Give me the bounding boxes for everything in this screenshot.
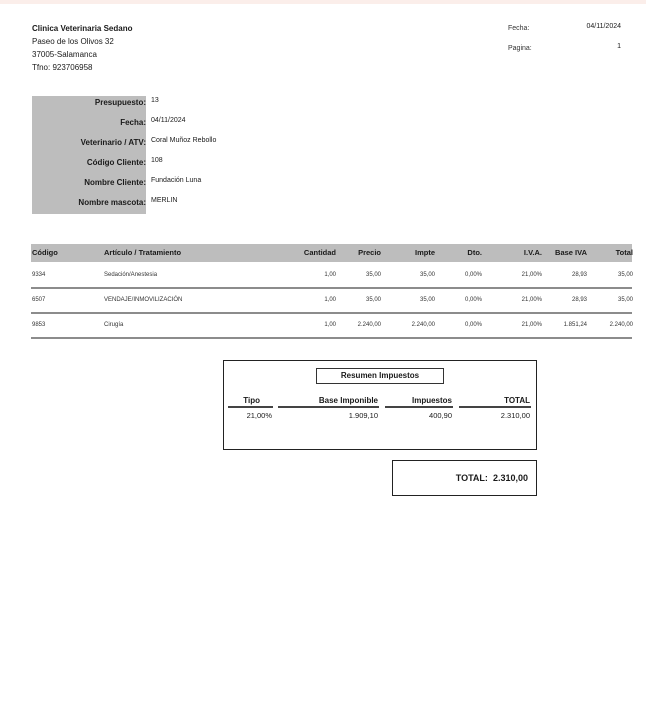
info-label: Veterinario / ATV: [80, 138, 146, 147]
cell-total: 35,00 [617, 272, 633, 278]
cell-item: Sedación/Anestesia [104, 272, 158, 278]
info-label: Presupuesto: [94, 98, 146, 107]
info-row-client-code [32, 158, 332, 176]
summary-header-base: Base Imponible [318, 396, 378, 405]
clinic-header [32, 22, 132, 74]
summary-underline [228, 406, 273, 408]
summary-value-tax: 400,90 [429, 411, 452, 420]
col-header-discount: Dto. [467, 248, 482, 257]
cell-qty: 1,00 [324, 297, 336, 303]
info-value: Fundación Luna [151, 177, 202, 184]
col-header-price: Precio [358, 248, 381, 257]
col-header-qty: Cantidad [303, 248, 336, 257]
cell-vat: 21,00% [521, 272, 542, 278]
summary-header-type: Tipo [243, 396, 260, 405]
cell-discount: 0,00% [464, 297, 482, 303]
cell-vat: 21,00% [521, 297, 542, 303]
info-label: Nombre mascota: [78, 198, 146, 207]
summary-value-type: 21,00% [246, 411, 272, 420]
col-header-code: Código [32, 248, 58, 257]
clinic-phone: Tfno: 923706958 [32, 63, 93, 72]
clinic-city: 37005-Salamanca [32, 50, 97, 59]
summary-underline [385, 406, 453, 408]
cell-vat: 21,00% [521, 322, 542, 328]
cell-qty: 1,00 [324, 272, 336, 278]
info-row-budget [32, 98, 332, 116]
info-row-client-name [32, 178, 332, 196]
cell-total: 35,00 [617, 297, 633, 303]
info-value: 13 [151, 97, 159, 104]
grand-total-label: TOTAL: [455, 473, 488, 483]
summary-underline [278, 406, 379, 408]
summary-value-total: 2.310,00 [500, 411, 530, 420]
summary-underline [459, 406, 531, 408]
info-value: 108 [151, 157, 163, 164]
summary-header-tax: Impuestos [411, 396, 452, 405]
grand-total-box [392, 460, 537, 496]
info-label: Código Cliente: [86, 158, 146, 167]
grand-total [456, 473, 528, 483]
cell-discount: 0,00% [464, 272, 482, 278]
tax-summary-title: Resumen Impuestos [316, 368, 444, 384]
info-row-pet-name [32, 198, 332, 216]
cell-item: VENDAJE/INMOVILIZACIÓN [104, 297, 183, 303]
date-value: 04/11/2024 [586, 23, 621, 30]
col-header-item: Artículo / Tratamiento [104, 248, 182, 257]
cell-code: 9853 [32, 322, 46, 328]
cell-vat-base: 28,93 [571, 297, 587, 303]
cell-item: Cirugía [104, 322, 124, 328]
cell-price: 2.240,00 [357, 322, 381, 328]
row-divider [31, 312, 632, 314]
summary-header-total: TOTAL [504, 396, 530, 405]
page-value: 1 [617, 43, 621, 50]
info-row-date [32, 118, 332, 136]
date-label: Fecha: [508, 25, 530, 32]
cell-vat-base: 28,93 [571, 272, 587, 278]
cell-code: 6507 [32, 297, 46, 303]
info-row-vet [32, 138, 332, 156]
cell-amount: 2.240,00 [411, 322, 435, 328]
clinic-address: Paseo de los Olivos 32 [32, 37, 114, 46]
cell-qty: 1,00 [324, 322, 336, 328]
cell-vat-base: 1.851,24 [563, 322, 587, 328]
cell-total: 2.240,00 [609, 322, 633, 328]
info-value: MERLIN [151, 197, 178, 204]
summary-value-base: 1.909,10 [348, 411, 378, 420]
grand-total-value: 2.310,00 [492, 473, 528, 483]
col-header-amount: Impte [414, 248, 435, 257]
clinic-name: Clinica Veterinaria Sedano [32, 24, 133, 33]
row-divider [31, 287, 632, 289]
col-header-vat: I.V.A. [523, 248, 542, 257]
info-value: 04/11/2024 [151, 117, 186, 124]
info-label: Fecha: [120, 118, 146, 127]
cell-amount: 35,00 [419, 297, 435, 303]
cell-discount: 0,00% [464, 322, 482, 328]
info-value: Coral Muñoz Rebollo [151, 137, 217, 144]
page-label: Pagina: [508, 45, 532, 52]
col-header-vat-base: Base IVA [555, 248, 587, 257]
top-strip [0, 0, 646, 4]
row-divider [31, 337, 632, 339]
cell-code: 9334 [32, 272, 46, 278]
col-header-total: Total [615, 248, 633, 257]
cell-price: 35,00 [365, 297, 381, 303]
cell-price: 35,00 [365, 272, 381, 278]
info-label: Nombre Cliente: [84, 178, 146, 187]
cell-amount: 35,00 [419, 272, 435, 278]
